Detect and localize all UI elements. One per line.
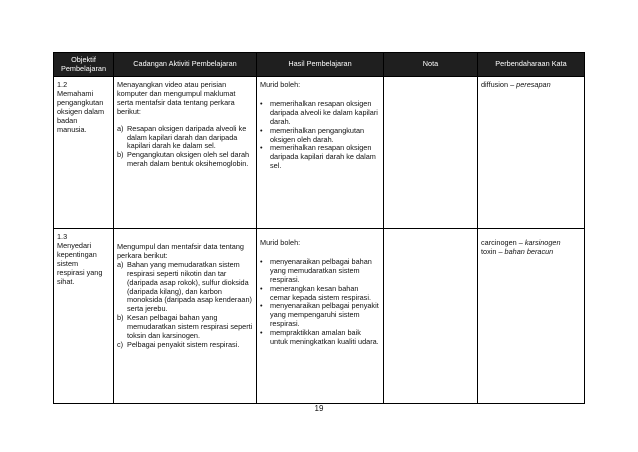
vocab-entry bbox=[481, 248, 581, 257]
table-row bbox=[54, 77, 585, 229]
list-text: menerangkan kesan bahan cemar kepada sistem respirasi. bbox=[270, 283, 371, 302]
vocab-entry bbox=[481, 81, 581, 90]
bullet-icon: • bbox=[260, 283, 263, 293]
list-item bbox=[117, 341, 253, 350]
header-perbendaharaan: Perbendaharaan Kata bbox=[478, 53, 585, 77]
header-objektif: Objektif Pembelajaran bbox=[54, 53, 114, 77]
syllabus-table bbox=[53, 52, 585, 404]
objective-cell: 1.3 Menyedari kepentingan sistem respirasi yang sihat. bbox=[54, 229, 114, 404]
list-item bbox=[260, 100, 380, 127]
vocab-cell bbox=[478, 77, 585, 229]
list-text: menyenaraikan pelbagai bahan yang memudaratkan sistem respirasi. bbox=[270, 256, 372, 284]
outcome-lead: Murid boleh: bbox=[260, 80, 301, 89]
list-item bbox=[117, 151, 253, 169]
list-marker: b) bbox=[117, 313, 124, 323]
list-marker: c) bbox=[117, 339, 124, 349]
list-text: Pelbagai penyakit sistem respirasi. bbox=[127, 339, 240, 349]
outcome-list bbox=[260, 100, 380, 171]
vocab-translation: bahan beracun bbox=[504, 246, 554, 256]
list-text: Bahan yang memudaratkan sistem respirasi seperti nikotin dan tar (daripada asap rokok), sulfur dioksida (daripada kilang), dan karbon monoksida (daripada asap kenderaan) serta jerebu. bbox=[127, 259, 252, 314]
list-item bbox=[260, 127, 380, 145]
vocab-separator: – bbox=[516, 238, 525, 247]
list-text: Resapan oksigen daripada alveoli ke dalam kapilari darah dan daripada kapilari darah ke dalam sel. bbox=[127, 123, 247, 151]
bullet-icon: • bbox=[260, 125, 263, 135]
bullet-icon: • bbox=[260, 328, 263, 338]
vocab-translation: karsinogen bbox=[524, 238, 561, 247]
header-cadangan: Cadangan Aktiviti Pembelajaran bbox=[114, 53, 257, 77]
list-marker: a) bbox=[117, 259, 124, 269]
header-row bbox=[54, 53, 585, 77]
list-item bbox=[117, 261, 253, 314]
vocab-separator: – bbox=[496, 246, 505, 256]
list-item bbox=[117, 125, 253, 152]
activity-list bbox=[117, 261, 253, 350]
bullet-icon: • bbox=[260, 256, 263, 266]
objective-cell: 1.2 Memahami pengangkutan oksigen dalam badan manusia. bbox=[54, 77, 114, 229]
activity-cell bbox=[114, 229, 257, 404]
bullet-icon: • bbox=[260, 301, 263, 311]
vocab-term: diffusion bbox=[481, 80, 509, 89]
activity-list bbox=[117, 125, 253, 170]
vocab-translation: peresapan bbox=[516, 80, 551, 89]
list-item bbox=[260, 144, 380, 171]
bullet-icon: • bbox=[260, 98, 263, 108]
list-text: memerihalkan resapan oksigen daripada alveoli ke dalam kapilari darah. bbox=[270, 98, 378, 126]
list-text: menyenaraikan pelbagai penyakit yang mempengaruhi sistem respirasi. bbox=[270, 301, 379, 329]
list-item bbox=[260, 285, 380, 303]
list-marker: a) bbox=[117, 123, 124, 133]
list-item bbox=[260, 302, 380, 329]
list-item bbox=[260, 258, 380, 285]
outcome-cell bbox=[257, 229, 384, 404]
activity-cell bbox=[114, 77, 257, 229]
activity-intro: Mengumpul dan mentafsir data tentang perkara berikut: bbox=[117, 242, 244, 260]
outcome-lead: Murid boleh: bbox=[260, 238, 301, 247]
list-item bbox=[117, 314, 253, 341]
list-item bbox=[260, 329, 380, 347]
header-nota: Nota bbox=[384, 53, 478, 77]
list-marker: b) bbox=[117, 150, 124, 160]
list-text: Kesan pelbagai bahan yang memudaratkan sistem respirasi seperti toksin dan karsinogen. bbox=[127, 313, 253, 341]
bullet-icon: • bbox=[260, 143, 263, 153]
page-number: 19 bbox=[314, 404, 324, 413]
table-row bbox=[54, 229, 585, 404]
outcome-cell bbox=[257, 77, 384, 229]
list-text: mempraktikkan amalan baik untuk meningkatkan kualiti udara. bbox=[270, 328, 379, 347]
vocab-term: toxin bbox=[481, 246, 497, 256]
activity-intro: Menayangkan video atau perisian komputer dan mengumpul maklumat serta mentafsir data tentang perkara berikut: bbox=[117, 80, 236, 116]
list-text: memerihalkan pengangkutan oksigen oleh darah. bbox=[270, 125, 365, 144]
outcome-list bbox=[260, 258, 380, 347]
header-hasil: Hasil Pembelajaran bbox=[257, 53, 384, 77]
nota-cell bbox=[384, 229, 478, 404]
vocab-term: carcinogen bbox=[481, 238, 517, 247]
nota-cell bbox=[384, 77, 478, 229]
vocab-separator: – bbox=[508, 80, 517, 89]
list-text: memerihalkan resapan oksigen daripada kapilari darah ke dalam sel. bbox=[270, 143, 376, 171]
vocab-cell bbox=[478, 229, 585, 404]
list-text: Pengangkutan oksigen oleh sel darah merah dalam bentuk oksihemoglobin. bbox=[127, 150, 250, 169]
